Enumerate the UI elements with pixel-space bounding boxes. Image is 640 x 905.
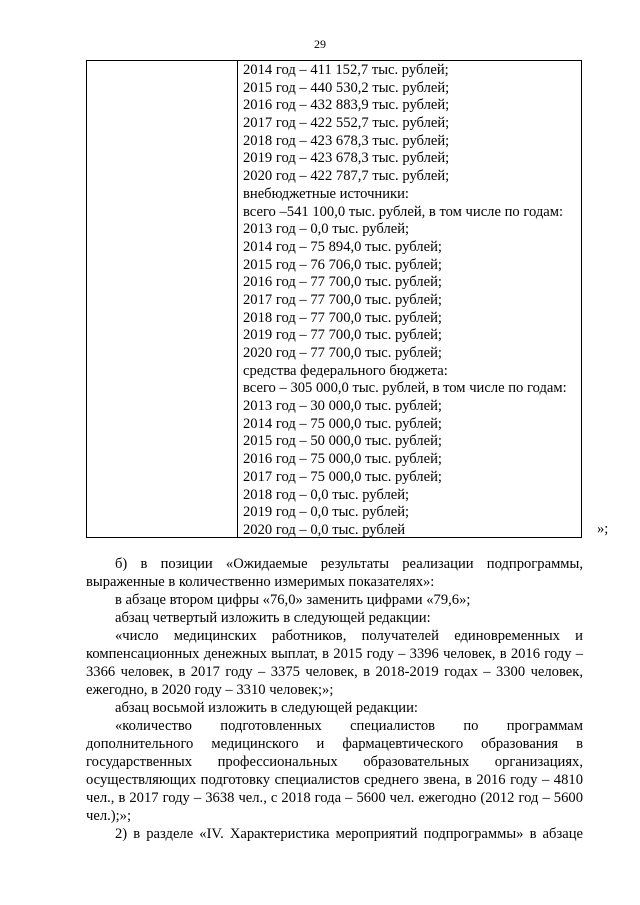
table-line: 2017 год – 75 000,0 тыс. рублей;: [243, 468, 442, 485]
table-column-divider: [237, 61, 238, 537]
table-line: 2020 год – 0,0 тыс. рублей: [243, 521, 406, 538]
table-line: средства федерального бюджета:: [243, 362, 448, 379]
table-line: 2018 год – 77 700,0 тыс. рублей;: [243, 309, 442, 326]
table-line: 2014 год – 411 152,7 тыс. рублей;: [243, 62, 449, 78]
table-line: 2014 год – 75 894,0 тыс. рублей;: [243, 238, 442, 255]
table-line: 2013 год – 30 000,0 тыс. рублей;: [243, 398, 442, 415]
table-line: 2016 год – 77 700,0 тыс. рублей;: [243, 274, 442, 291]
table-line: 2014 год – 75 000,0 тыс. рублей;: [243, 415, 442, 432]
table-line: 2015 год – 50 000,0 тыс. рублей;: [243, 433, 442, 450]
paragraph-replace-figures: в абзаце втором цифры «76,0» заменить цифрами «79,6»;: [115, 592, 471, 608]
table-line: всего –541 100,0 тыс. рублей, в том числе по годам:: [243, 203, 564, 220]
table-line: 2019 год – 423 678,3 тыс. рублей;: [243, 150, 450, 167]
table-line: 2013 год – 0,0 тыс. рублей;: [243, 221, 410, 238]
paragraph-item-b: б) в позиции «Ожидаемые результаты реализации подпрограммы, выраженные в количественно измеримых показателях»:: [86, 556, 583, 590]
table-line: 2019 год – 0,0 тыс. рублей;: [243, 504, 410, 521]
table-line: 2016 год – 432 883,9 тыс. рублей;: [243, 97, 450, 114]
body-text: [86, 555, 583, 843]
table-line: внебюджетные источники:: [243, 185, 409, 202]
table-cell-content: [243, 62, 583, 540]
page-number: 29: [314, 37, 326, 51]
table-line: 2015 год – 76 706,0 тыс. рублей;: [243, 256, 442, 273]
table-line: 2017 год – 77 700,0 тыс. рублей;: [243, 291, 442, 308]
table-line: 2020 год – 422 787,7 тыс. рублей;: [243, 168, 450, 185]
table-line: 2019 год – 77 700,0 тыс. рублей;: [243, 327, 442, 344]
table-line: 2020 год – 77 700,0 тыс. рублей;: [243, 345, 442, 361]
paragraph-medical-workers: «число медицинских работников, получателей единовременных и компенсационных денежных выплат, в 2015 году – 3396 человек, в 2016 году – 3366 человек, в 2017 году – 3375 человек, в 2018-2019 годах – 3300 человек, ежегодно, в 2020 году – 3310 человек;»;: [86, 628, 583, 698]
paragraph-fourth-intro: абзац четвертый изложить в следующей редакции:: [115, 610, 431, 626]
closing-quote: »;: [597, 521, 609, 537]
table-line: 2017 год – 422 552,7 тыс. рублей;: [243, 115, 450, 132]
paragraph-section-iv: 2) в разделе «IV. Характеристика мероприятий подпрограммы» в абзаце: [115, 826, 583, 842]
paragraph-trained-specialists: «количество подготовленных специалистов по программам дополнительного медицинского и фармацевтического образования в государственных профессиональных образовательных организациях, осуществляющих подготовку специалистов среднего звена, в 2016 году – 4810 чел., в 2017 году – 3638 чел., с 2018 года – 5600 чел. ежегодно (2012 год – 5600 чел.);»;: [86, 718, 583, 824]
table-line: 2018 год – 0,0 тыс. рублей;: [243, 486, 410, 503]
table-line: всего – 305 000,0 тыс. рублей, в том числе по годам:: [243, 380, 567, 397]
table-line: 2018 год – 423 678,3 тыс. рублей;: [243, 132, 450, 149]
table-line: 2016 год – 75 000,0 тыс. рублей;: [243, 451, 442, 468]
paragraph-eighth-intro: абзац восьмой изложить в следующей редакции:: [115, 700, 418, 716]
table-line: 2015 год – 440 530,2 тыс. рублей;: [243, 79, 450, 96]
